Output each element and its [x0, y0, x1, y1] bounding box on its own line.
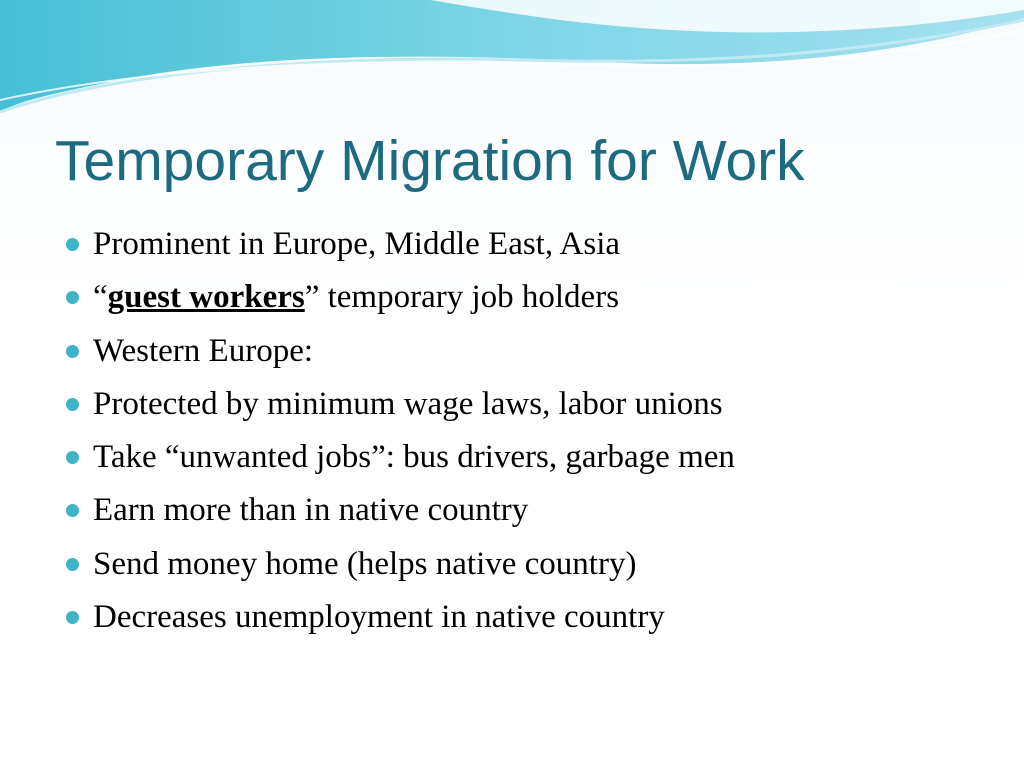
bullet-dot-icon — [66, 291, 79, 304]
bullet-text: Take “unwanted jobs”: bus drivers, garbage men — [93, 439, 735, 476]
bullet-text: Decreases unemployment in native country — [93, 599, 665, 636]
bullet-dot-icon — [66, 611, 79, 624]
bullet-item — [66, 222, 735, 275]
bullet-list — [66, 222, 735, 648]
bullet-item — [66, 542, 735, 595]
bullet-item — [66, 275, 735, 328]
bullet-text: Earn more than in native country — [93, 492, 529, 529]
bullet-dot-icon — [66, 558, 79, 571]
bullet-text: Protected by minimum wage laws, labor unions — [93, 385, 723, 422]
bullet-dot-icon — [66, 504, 79, 517]
bullet-item — [66, 595, 735, 648]
bullet-item — [66, 382, 735, 435]
bullet-dot-icon — [66, 238, 79, 251]
bullet-dot-icon — [66, 345, 79, 358]
slide-title: Temporary Migration for Work — [55, 129, 805, 193]
bullet-text: Prominent in Europe, Middle East, Asia — [93, 226, 621, 262]
key-term: guest workers — [107, 279, 305, 316]
bullet-text: Send money home (helps native country) — [93, 545, 637, 582]
header-wave-decoration — [0, 0, 1024, 130]
bullet-item — [66, 435, 735, 488]
bullet-dot-icon — [66, 451, 79, 464]
bullet-text-prefix: “ — [93, 279, 108, 316]
bullet-text-suffix: ” temporary job holders — [304, 279, 620, 316]
bullet-text: Western Europe: — [93, 332, 314, 369]
bullet-dot-icon — [66, 398, 79, 411]
bullet-item — [66, 329, 735, 382]
bullet-item — [66, 488, 735, 541]
